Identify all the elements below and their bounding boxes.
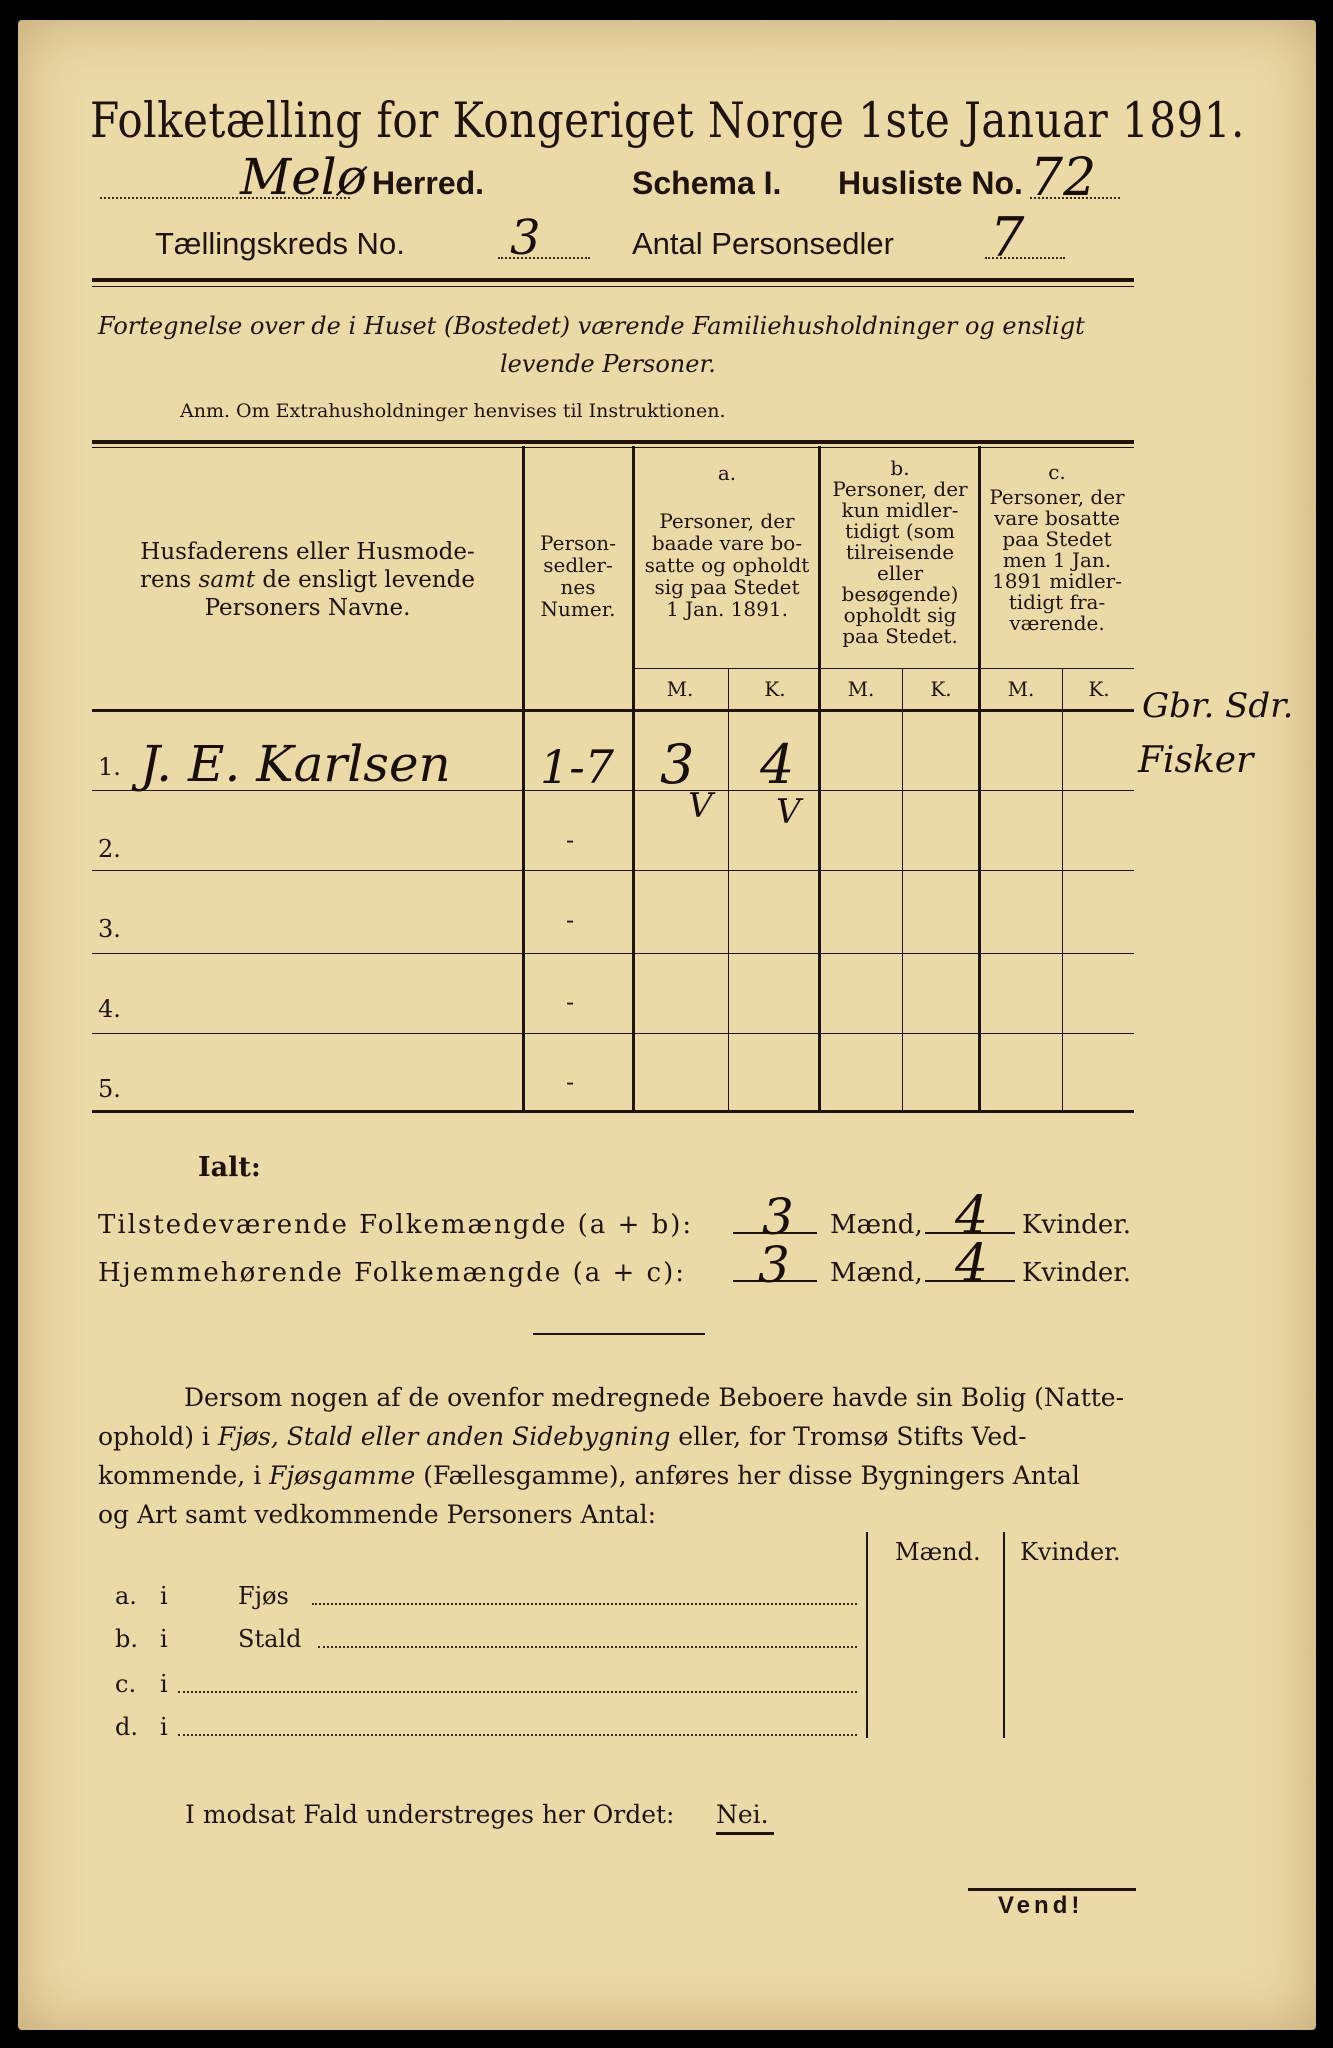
col-a-m: M. xyxy=(666,677,694,701)
row-1-sedler: 1-7 xyxy=(540,740,615,794)
table-top-rule xyxy=(92,440,1134,444)
form-title: Folketælling for Kongeriget Norge 1ste Januar 1891. xyxy=(90,92,1245,149)
bld-d-dots xyxy=(178,1734,857,1736)
tilst-m-value: 3 xyxy=(762,1188,794,1246)
anm-note: Anm. Om Extrahusholdninger henvises til Instruktionen. xyxy=(180,400,726,422)
col-a-k: K. xyxy=(764,677,786,701)
husliste-value: 72 xyxy=(1030,148,1097,208)
herred-label: Herred. xyxy=(372,165,485,201)
row-1-name: J. E. Karlsen xyxy=(140,735,451,793)
col-c-k: K. xyxy=(1088,677,1110,701)
row-1-a-k: 4 xyxy=(760,733,795,796)
nei-underline xyxy=(716,1832,774,1835)
col-names-header: Husfaderens eller Husmode- rens samt de ensligt levende Personers Navne. xyxy=(139,539,476,621)
buildings-paragraph: Dersom nogen af de ovenfor medregnede Beboere havde sin Bolig (Natte- ophold) i Fjøs, Stald eller anden Sidebygning eller, for Tromsø Stifts Ved- kommende, i Fjøsgamme (Fællesgamme), anføres her disse Bygningers Antal og Art samt vedkommende Personers Antal: xyxy=(98,1383,1125,1529)
header-rule-thin xyxy=(92,286,1134,287)
hjem-label: Hjemmehørende Folkemængde (a + c): xyxy=(98,1258,686,1288)
tilst-kvinder: Kvinder. xyxy=(1022,1210,1132,1240)
row-1-check-m: V xyxy=(688,786,713,826)
mk-rule xyxy=(632,668,1134,669)
col-b-m: M. xyxy=(847,677,875,701)
hjem-m-value: 3 xyxy=(758,1236,790,1294)
modsat-text: I modsat Fald understreges her Ordet: xyxy=(185,1800,675,1829)
row-rule-2 xyxy=(92,870,1134,871)
col-b-k: K. xyxy=(930,677,952,701)
row-5-num: 5. xyxy=(98,1075,121,1103)
row-3-num: 3. xyxy=(98,915,121,943)
row-rule-3 xyxy=(92,953,1134,954)
row-4-sedler: - xyxy=(566,988,575,1016)
kreds-value: 3 xyxy=(510,210,541,266)
col-rule-c xyxy=(978,446,981,1112)
bld-c-letter: c. xyxy=(115,1670,137,1698)
bld-a-label: Fjøs xyxy=(238,1582,289,1610)
row-rule-4 xyxy=(92,1033,1134,1034)
col-rule-num xyxy=(522,446,525,1112)
hjem-maend: Mænd, xyxy=(830,1258,923,1288)
row-1-num: 1. xyxy=(98,753,121,781)
nei-word: Nei. xyxy=(716,1800,769,1829)
vend-rule xyxy=(968,1888,1136,1891)
bld-d-i: i xyxy=(160,1713,168,1741)
intro-line-1: Fortegnelse over de i Huset (Bostedet) værende Familiehusholdninger og ensligt xyxy=(98,312,1085,340)
col-a-header: a. Personer, der baade vare bo- satte og opholdt sig paa Stedet 1 Jan. 1891. xyxy=(644,461,810,621)
bld-b-letter: b. xyxy=(115,1625,138,1653)
schema-label: Schema I. xyxy=(632,165,782,201)
vend-text: Vend! xyxy=(998,1892,1084,1919)
bld-a-i: i xyxy=(160,1582,168,1610)
antal-label: Antal Personsedler xyxy=(632,226,894,261)
husliste-label: Husliste No. xyxy=(838,165,1023,201)
herred-value: Melø xyxy=(240,148,367,206)
row-1-check-k: V xyxy=(776,792,801,832)
margin-note-2: Fisker xyxy=(1138,740,1254,781)
kreds-label: Tællingskreds No. xyxy=(155,226,405,261)
bld-a-letter: a. xyxy=(115,1582,137,1610)
col-rule-c-mk xyxy=(1062,668,1063,1112)
row-2-num: 2. xyxy=(98,835,121,863)
header-rule xyxy=(92,278,1134,282)
bld-col-rule-2 xyxy=(1003,1532,1005,1738)
bld-b-i: i xyxy=(160,1625,168,1653)
bld-b-dots xyxy=(318,1646,857,1648)
tilst-maend: Mænd, xyxy=(830,1210,923,1240)
bld-c-i: i xyxy=(160,1670,168,1698)
col-rule-b xyxy=(818,446,821,1112)
row-2-sedler: - xyxy=(566,826,575,854)
col-rule-a xyxy=(632,446,635,1112)
col-rule-a-mk xyxy=(728,668,729,1112)
col-rule-b-mk xyxy=(902,668,903,1112)
col-c-header: c. Personer, der vare bosatte paa Stedet men 1 Jan. 1891 midler- tidigt fra- værende. xyxy=(989,460,1125,635)
bld-col-rule-1 xyxy=(866,1532,868,1738)
row-3-sedler: - xyxy=(566,906,575,934)
row-4-num: 4. xyxy=(98,995,121,1023)
tilst-label: Tilstedeværende Folkemængde (a + b): xyxy=(98,1210,694,1240)
separator-rule xyxy=(533,1333,705,1335)
bld-c-dots xyxy=(178,1691,857,1693)
bld-col-kvinder: Kvinder. xyxy=(1020,1538,1121,1566)
row-5-sedler: - xyxy=(566,1068,575,1096)
bld-a-dots xyxy=(312,1603,857,1605)
col-b-header: b. Personer, der kun midler- tidigt (som tilreisende eller besøgende) opholdt sig paa Stedet. xyxy=(832,456,968,648)
bld-b-label: Stald xyxy=(238,1625,302,1653)
bld-d-letter: d. xyxy=(115,1713,138,1741)
hjem-kvinder: Kvinder. xyxy=(1022,1258,1132,1288)
ialt-label: Ialt: xyxy=(198,1152,261,1183)
row-1-a-m: 3 xyxy=(660,733,695,796)
col-num-header: Person- sedler- nes Numer. xyxy=(540,531,616,621)
bld-col-maend: Mænd. xyxy=(895,1538,981,1566)
intro-line-2: levende Personer. xyxy=(500,350,716,378)
antal-value: 7 xyxy=(990,206,1025,269)
tilst-k-value: 4 xyxy=(955,1186,989,1246)
col-c-m: M. xyxy=(1007,677,1035,701)
hjem-k-value: 4 xyxy=(955,1234,989,1294)
margin-note-1: Gbr. Sdr. xyxy=(1142,686,1294,726)
